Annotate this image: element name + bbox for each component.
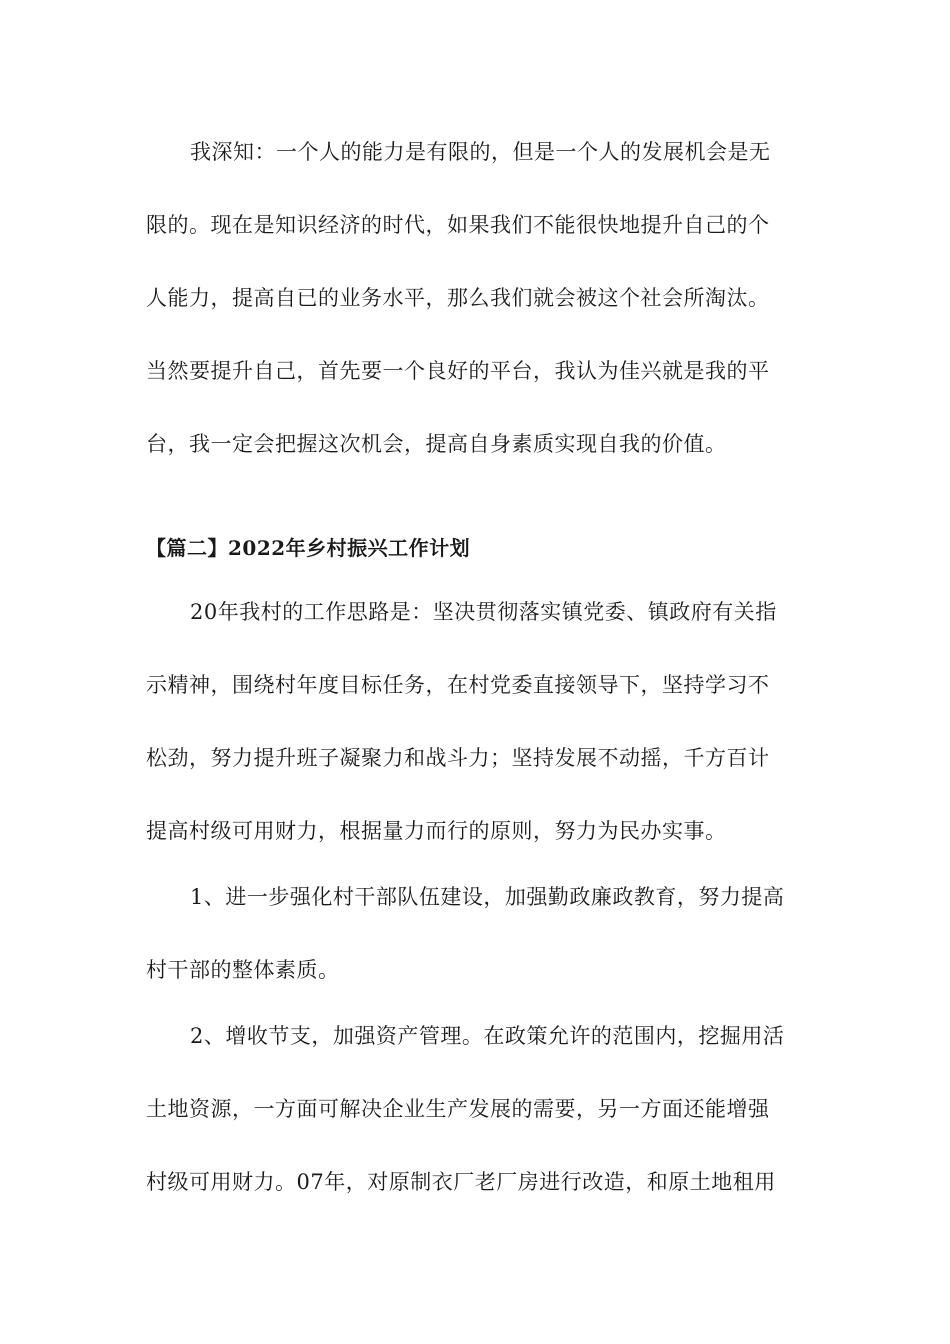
list-item-line: 村干部的整体素质。 — [146, 958, 340, 982]
paragraph-line: 限的。现在是知识经济的时代，如果我们不能很快地提升自己的个 — [146, 213, 770, 237]
list-item-line: 村级可用财力。07年，对原制衣厂老厂房进行改造，和原土地租用 — [146, 1170, 776, 1194]
list-item-line: 1、进一步强化村干部队伍建设，加强勤政廉政教育，努力提高 — [190, 885, 785, 909]
paragraph-line: 人能力，提高自已的业务水平，那么我们就会被这个社会所淘汰。 — [146, 286, 770, 310]
paragraph-line: 示精神，围绕村年度目标任务，在村党委直接领导下，坚持学习不 — [146, 673, 770, 697]
paragraph-line: 松劲，努力提升班子凝聚力和战斗力；坚持发展不动摇，千方百计 — [146, 746, 770, 770]
section-heading: 【篇二】2022年乡村振兴工作计划 — [146, 536, 471, 560]
paragraph-line: 20年我村的工作思路是：坚决贯彻落实镇党委、镇政府有关指 — [190, 600, 777, 624]
paragraph-line: 提高村级可用财力，根据量力而行的原则，努力为民办实事。 — [146, 819, 727, 843]
list-item-line: 土地资源，一方面可解决企业生产发展的需要，另一方面还能增强 — [146, 1097, 770, 1121]
list-item-line: 2、增收节支，加强资产管理。在政策允许的范围内，挖掘用活 — [190, 1024, 785, 1048]
paragraph-line: 我深知：一个人的能力是有限的，但是一个人的发展机会是无 — [190, 140, 771, 164]
paragraph-line: 当然要提升自己，首先要一个良好的平台，我认为佳兴就是我的平 — [146, 359, 770, 383]
paragraph-line: 台，我一定会把握这次机会，提高自身素质实现自我的价值。 — [146, 432, 727, 456]
